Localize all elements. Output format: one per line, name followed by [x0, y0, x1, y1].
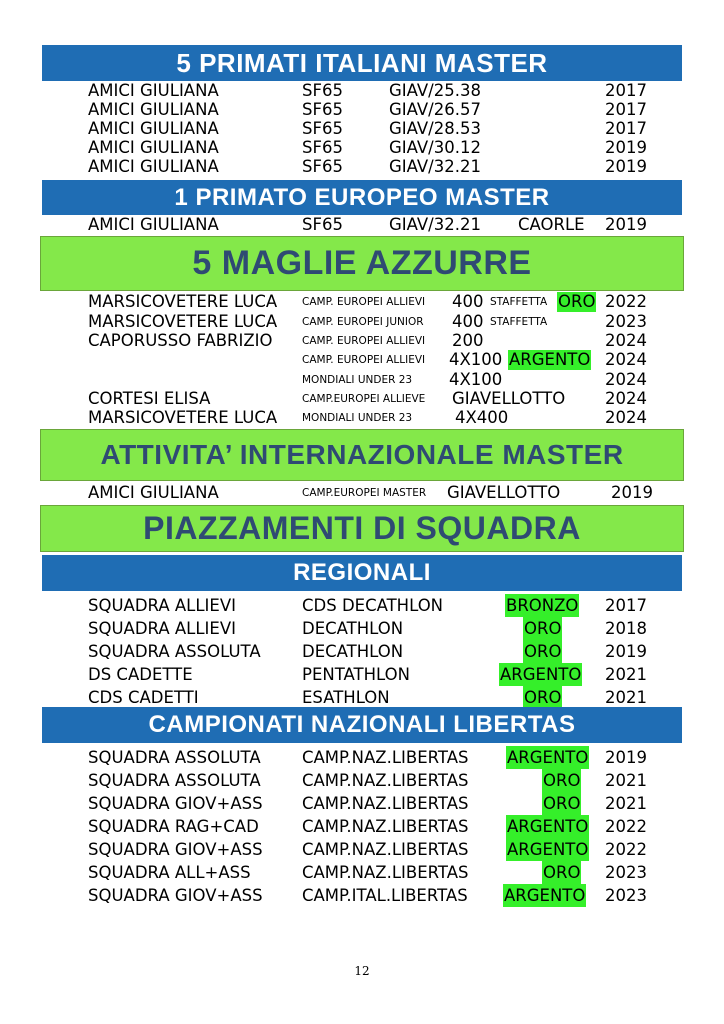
year: 2022: [605, 840, 647, 859]
athlete-name: MARSICOVETERE LUCA: [88, 292, 278, 311]
medal: ORO: [524, 642, 562, 661]
team-name: SQUADRA ALL+ASS: [88, 863, 251, 882]
performance: GIAV/32.21: [389, 215, 481, 234]
year: 2019: [611, 483, 653, 502]
medal: ARGENTO: [500, 665, 582, 684]
medal: ARGENTO: [507, 817, 589, 836]
event: CAMP. EUROPEI JUNIOR: [302, 316, 424, 328]
athlete-name: AMICI GIULIANA: [88, 157, 219, 176]
year: 2018: [605, 619, 647, 638]
event: CAMP.EUROPEI MASTER: [302, 487, 427, 499]
event: CAMP.NAZ.LIBERTAS: [302, 771, 469, 790]
year: 2024: [605, 350, 647, 369]
team-name: CDS CADETTI: [88, 688, 199, 707]
table-row: [0, 312, 724, 332]
year: 2022: [605, 817, 647, 836]
event: CAMP.NAZ.LIBERTAS: [302, 863, 469, 882]
year: 2017: [605, 100, 647, 119]
event: DECATHLON: [302, 642, 404, 661]
medal: BRONZO: [506, 596, 579, 615]
performance: GIAV/28.53: [389, 119, 481, 138]
medal: ORO: [543, 863, 581, 882]
team-name: SQUADRA ALLIEVI: [88, 596, 236, 615]
athlete-name: CORTESI ELISA: [88, 389, 211, 408]
team-name: DS CADETTE: [88, 665, 193, 684]
year: 2021: [605, 794, 647, 813]
event: MONDIALI UNDER 23: [302, 374, 413, 386]
table-row: [0, 483, 724, 503]
section-title-piazzamenti: PIAZZAMENTI DI SQUADRA: [40, 505, 684, 552]
medal: ARGENTO: [504, 886, 586, 905]
athlete-name: MARSICOVETERE LUCA: [88, 312, 278, 331]
place: CAORLE: [518, 215, 585, 234]
athlete-name: AMICI GIULIANA: [88, 100, 219, 119]
medal: ORO: [524, 619, 562, 638]
category: SF65: [302, 138, 343, 157]
medal: ORO: [524, 688, 562, 707]
table-row: [0, 100, 724, 120]
year: 2021: [605, 771, 647, 790]
performance: GIAV/30.12: [389, 138, 481, 157]
year: 2021: [605, 688, 647, 707]
year: 2019: [605, 138, 647, 157]
performance: GIAV/26.57: [389, 100, 481, 119]
table-row: [0, 370, 724, 390]
team-name: SQUADRA ALLIEVI: [88, 619, 236, 638]
event: PENTATHLON: [302, 665, 410, 684]
section-title-regionali: REGIONALI: [42, 555, 682, 591]
section-title-libertas: CAMPIONATI NAZIONALI LIBERTAS: [42, 707, 682, 743]
table-row: [0, 389, 724, 409]
performance: GIAV/32.21: [389, 157, 481, 176]
medal: ORO: [558, 292, 596, 311]
specialty-note: STAFFETTA: [490, 296, 548, 308]
medal: ARGENTO: [507, 840, 589, 859]
table-row: [0, 157, 724, 177]
table-row: [0, 838, 724, 861]
section-title-internazionale-master: ATTIVITA’ INTERNAZIONALE MASTER: [40, 429, 684, 481]
specialty-note: STAFFETTA: [490, 316, 548, 328]
team-name: SQUADRA GIOV+ASS: [88, 886, 263, 905]
event: CAMP.NAZ.LIBERTAS: [302, 817, 469, 836]
year: 2023: [605, 886, 647, 905]
section-title-maglie-azzurre: 5 MAGLIE AZZURRE: [40, 236, 684, 291]
specialty: 4X400: [455, 408, 509, 427]
event: DECATHLON: [302, 619, 404, 638]
year: 2017: [605, 596, 647, 615]
specialty: GIAVELLOTTO: [447, 483, 561, 502]
table-row: [0, 215, 724, 235]
table-row: [0, 350, 724, 370]
table-row: [0, 663, 724, 686]
page-number: 12: [354, 964, 370, 978]
specialty: GIAVELLOTTO: [452, 389, 566, 408]
table-row: [0, 861, 724, 884]
year: 2019: [605, 157, 647, 176]
year: 2023: [605, 863, 647, 882]
performance: GIAV/25.38: [389, 81, 481, 100]
athlete-name: AMICI GIULIANA: [88, 215, 219, 234]
category: SF65: [302, 215, 343, 234]
medal: ARGENTO: [507, 748, 589, 767]
table-row: [0, 81, 724, 101]
table-row: [0, 746, 724, 769]
athlete-name: AMICI GIULIANA: [88, 81, 219, 100]
specialty: 4X100: [449, 350, 503, 369]
athlete-name: AMICI GIULIANA: [88, 119, 219, 138]
table-row: [0, 617, 724, 640]
category: SF65: [302, 100, 343, 119]
year: 2024: [605, 389, 647, 408]
year: 2024: [605, 331, 647, 350]
category: SF65: [302, 81, 343, 100]
table-row: [0, 594, 724, 617]
medal: ORO: [543, 771, 581, 790]
year: 2024: [605, 370, 647, 389]
table-row: [0, 138, 724, 158]
year: 2022: [605, 292, 647, 311]
year: 2021: [605, 665, 647, 684]
specialty: 400: [452, 312, 484, 331]
event: CAMP. EUROPEI ALLIEVI: [302, 335, 426, 347]
table-row: [0, 331, 724, 351]
table-row: [0, 884, 724, 907]
table-row: [0, 769, 724, 792]
year: 2017: [605, 119, 647, 138]
event: CAMP.NAZ.LIBERTAS: [302, 748, 469, 767]
specialty: 4X100: [449, 370, 503, 389]
section-title-primato-europeo: 1 PRIMATO EUROPEO MASTER: [42, 180, 682, 215]
team-name: SQUADRA GIOV+ASS: [88, 794, 263, 813]
athlete-name: AMICI GIULIANA: [88, 483, 219, 502]
event: CAMP. EUROPEI ALLIEVI: [302, 354, 426, 366]
year: 2019: [605, 748, 647, 767]
team-name: SQUADRA ASSOLUTA: [88, 748, 261, 767]
team-name: SQUADRA RAG+CAD: [88, 817, 259, 836]
event: CDS DECATHLON: [302, 596, 444, 615]
year: 2023: [605, 312, 647, 331]
table-row: [0, 815, 724, 838]
event: CAMP.NAZ.LIBERTAS: [302, 840, 469, 859]
year: 2017: [605, 81, 647, 100]
event: CAMP.ITAL.LIBERTAS: [302, 886, 468, 905]
specialty: 400: [452, 292, 484, 311]
category: SF65: [302, 157, 343, 176]
year: 2019: [605, 642, 647, 661]
category: SF65: [302, 119, 343, 138]
event: CAMP. EUROPEI ALLIEVI: [302, 296, 426, 308]
team-name: SQUADRA ASSOLUTA: [88, 642, 261, 661]
year: 2019: [605, 215, 647, 234]
table-row: [0, 292, 724, 312]
event: ESATHLON: [302, 688, 390, 707]
event: CAMP.NAZ.LIBERTAS: [302, 794, 469, 813]
athlete-name: CAPORUSSO FABRIZIO: [88, 331, 273, 350]
table-row: [0, 792, 724, 815]
athlete-name: MARSICOVETERE LUCA: [88, 408, 278, 427]
section-title-primati-italiani: 5 PRIMATI ITALIANI MASTER: [42, 45, 682, 81]
specialty: 200: [452, 331, 484, 350]
event: MONDIALI UNDER 23: [302, 412, 413, 424]
year: 2024: [605, 408, 647, 427]
team-name: SQUADRA GIOV+ASS: [88, 840, 263, 859]
athlete-name: AMICI GIULIANA: [88, 138, 219, 157]
event: CAMP.EUROPEI ALLIEVE: [302, 393, 426, 405]
table-row: [0, 686, 724, 709]
medal: ORO: [543, 794, 581, 813]
table-row: [0, 408, 724, 428]
team-name: SQUADRA ASSOLUTA: [88, 771, 261, 790]
medal: ARGENTO: [509, 350, 591, 369]
table-row: [0, 640, 724, 663]
table-row: [0, 119, 724, 139]
